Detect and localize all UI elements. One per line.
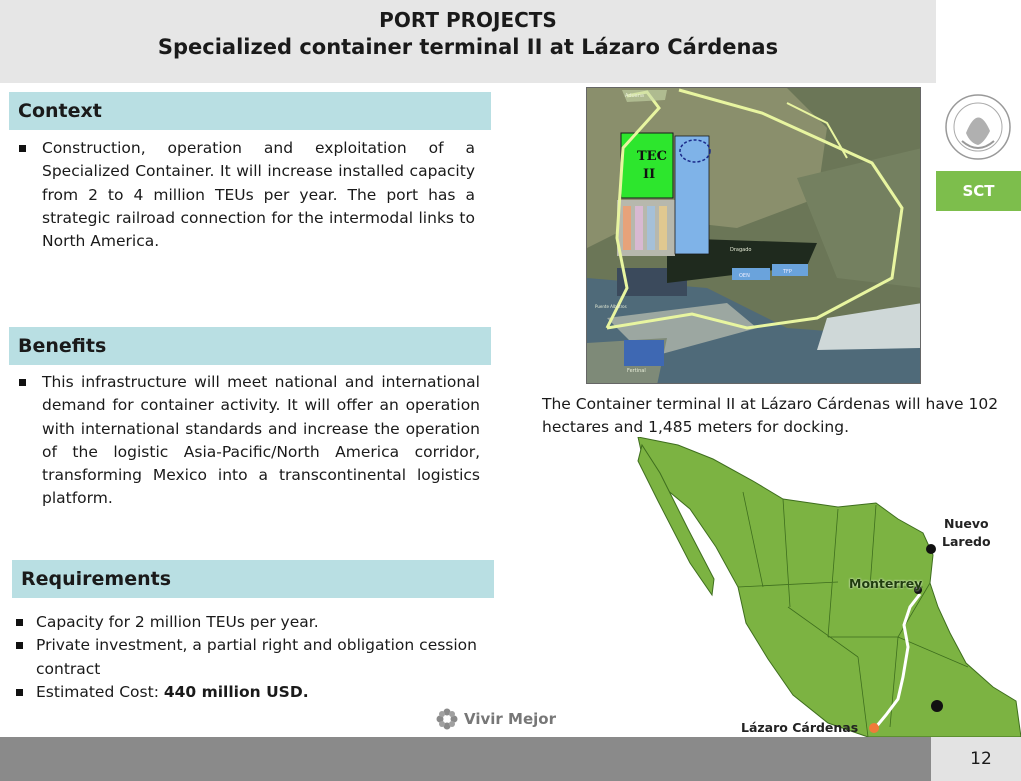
city-label-lazaro-cardenas: Lázaro Cárdenas	[741, 720, 859, 735]
tec-label-numeral: II	[643, 167, 656, 182]
vivir-mejor-logo	[436, 705, 566, 733]
context-heading: Context	[9, 92, 491, 130]
page-number: 12	[931, 737, 1021, 781]
cost-label: Estimated Cost:	[36, 682, 164, 701]
mexico-map	[538, 437, 1021, 737]
photo-caption: The Container terminal II at Lázaro Cárdenas will have 102 hectares and 1,485 meters for docking.	[542, 395, 999, 436]
requirements-bullet: Private investment, a partial right and obligation cession contract	[9, 634, 477, 681]
port-marker-lazaro-cardenas	[869, 723, 879, 733]
benefits-heading: Benefits	[9, 327, 491, 365]
footer-band	[0, 737, 931, 781]
aerial-label-fertinal: Fertinal	[627, 368, 646, 374]
context-bullet-list	[12, 137, 475, 253]
mexico-map-drawing	[538, 437, 1021, 737]
tec-label: TEC	[637, 149, 667, 164]
nuevo-laredo-line2: Laredo	[942, 534, 991, 549]
city-marker-mexico-city	[931, 700, 943, 712]
nuevo-laredo-line1: Nuevo	[944, 516, 989, 531]
vivir-mejor-text: Vivir Mejor	[464, 710, 556, 728]
benefits-bullet: This infrastructure will meet national and international demand for container activity. It will offer an operation with international standards and increase the operation of the logistic Asia-Pacific/North America corridor, transforming Mexico into a transcontinental logistics platform.	[12, 371, 480, 511]
requirements-cost-bullet	[9, 681, 477, 704]
aerial-label-oen: OEN	[739, 273, 750, 279]
cost-value: 440 million USD.	[163, 682, 309, 701]
requirements-bullet-list	[9, 611, 477, 704]
aerial-label-puente: Puente Albatros	[595, 304, 627, 309]
requirements-bullet: Capacity for 2 million TEUs per year.	[9, 611, 477, 634]
flower-icon	[436, 708, 458, 730]
requirements-heading: Requirements	[12, 560, 494, 598]
city-label-nuevo-laredo	[942, 515, 991, 551]
aerial-photo	[586, 87, 921, 384]
mexican-seal-logo	[936, 83, 1021, 171]
page-subtitle: Specialized container terminal II at Lázaro Cárdenas	[157, 35, 779, 59]
aerial-label-dragado: Dragado	[730, 247, 752, 253]
aerial-label-tfp: TFP	[783, 269, 792, 275]
city-label-monterrey: Monterrey	[849, 576, 923, 591]
aerial-label-aduana: Aduana	[625, 93, 644, 99]
aerial-photo-drawing	[587, 88, 921, 384]
benefits-bullet-list	[12, 371, 480, 511]
sct-logo: SCT	[936, 171, 1021, 211]
seal-drawing	[936, 83, 1021, 171]
city-marker-nuevo-laredo	[926, 544, 936, 554]
page-title: PORT PROJECTS	[379, 8, 557, 32]
context-bullet: Construction, operation and exploitation of a Specialized Container. It will increase installed capacity from 2 to 4 million TEUs per year. The port has a strategic railroad connection for the intermodal links to North America.	[12, 137, 475, 253]
